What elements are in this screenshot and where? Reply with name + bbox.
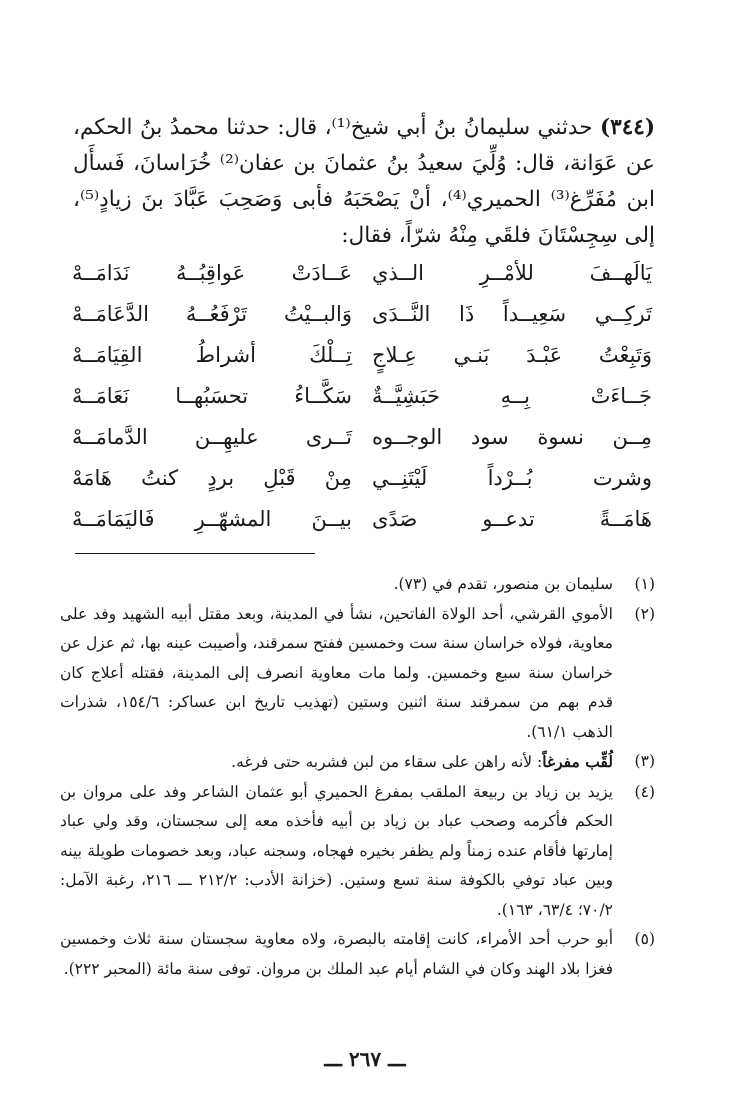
footnote-text bbox=[60, 747, 613, 778]
entry-number: (٣٤٤) bbox=[599, 115, 655, 140]
poem-first-hemistich: هَامَــةً تدعــو صَدًى bbox=[372, 506, 652, 531]
poem-line bbox=[72, 375, 652, 416]
footnote bbox=[60, 925, 655, 984]
footnote-body: يزيد بن زياد بن ربيعة الملقب بمفرغ الحميري أبو عثمان الشاعر وفد على مروان بن الحكم فأكرمه وصحب عباد بن زياد بن أبيه فأخذه معه إلى سجستان، وقد ولي عباد إمارتها فأقام عنده زمناً ولم يظفر بخيره فهجاه، وسجنه عباد، وبعد خصومات طويلة بينه وبين عباد توفي بالكوفة سنة تسع وستين. (خزانة الأدب: ٢١٢/٢ ـــ ٢١٦، رغبة الآمل: ٧٠/٢؛ ٦٣/٤، ١٦٣). bbox=[60, 782, 613, 919]
footnote-number: (٢) bbox=[634, 604, 655, 623]
poem-line bbox=[72, 293, 652, 334]
footnote-number: (٥) bbox=[634, 930, 655, 948]
footnote bbox=[60, 778, 655, 926]
poem-first-hemistich: وشرت بُــرْداً لَيْتَنِــي bbox=[372, 465, 652, 490]
poem-first-hemistich: مِــن نسوة سود الوجــوه bbox=[372, 424, 652, 449]
poem bbox=[72, 252, 652, 539]
footnote-body: أبو حرب أحد الأمراء، كانت إقامته بالبصرة، ولاه معاوية سجستان سنة ثلاث وخمسين فغزا بلاد الهند وكان في الشام أيام عبد الملك بن مروان. توفى سنة مائة (المحبر ٢٢٢). bbox=[60, 930, 613, 978]
poem-line bbox=[72, 498, 652, 539]
footnote bbox=[60, 570, 655, 600]
poem-first-hemistich: تَركِــي سَعِيــداً ذَا النَّــدَى bbox=[372, 301, 652, 326]
poem-second-hemistich: عَــادَتْ عَواقِبُــهُ نَدَامَــهْ bbox=[72, 260, 352, 285]
footnote-bold-term: لُقِّب مفرغاً bbox=[542, 752, 613, 771]
poem-second-hemistich: سَكَّــاءُ تحسَبُهــا نَعَامَــهْ bbox=[72, 383, 352, 408]
poem-line bbox=[72, 334, 652, 375]
poem-line bbox=[72, 416, 652, 457]
footnote-number: (١) bbox=[634, 575, 655, 593]
footnote-text bbox=[60, 570, 613, 600]
narration-text bbox=[73, 110, 655, 254]
poem-second-hemistich: مِنْ قَبْلِ بردٍ كنتُ هَامَهْ bbox=[72, 465, 352, 490]
footnote-divider bbox=[75, 553, 315, 554]
poem-second-hemistich: تِــلْكَ أشراطُ القِيَامَــهْ bbox=[72, 342, 352, 367]
footnotes bbox=[60, 570, 655, 984]
poem-line bbox=[72, 252, 652, 293]
footnote-body: الأموي القرشي، أحد الولاة الفاتحين، نشأ في المدينة، وبعد مقتل أبيه الشهيد وفد على معاوية، فولاه خراسان سنة ست وخمسين ففتح سمرقند، وأصيبت عينه بها، ثم عزل عن خراسان سنة سبع وخمسين. ولما مات معاوية انصرف إلى المدينة، فقتله أعلاج كان قدم بهم من سمرقند سنة اثنين وستين (تهذيب تاريخ ابن عساكر: ١٥٤/٦، شذرات الذهب ٦١/١). bbox=[60, 604, 614, 741]
footnote-number: (٤) bbox=[634, 782, 655, 801]
poem-second-hemistich: بيــنَ المشهّــرِ فَاليَمَامَــهْ bbox=[72, 506, 352, 531]
poem-second-hemistich: وَالبــيْتُ تَرْفَعُــهُ الدَّعَامَــهْ bbox=[72, 301, 352, 326]
footnote-number: (٣) bbox=[634, 752, 655, 770]
narration-body: حدثني سليمانُ بنُ أبي شيخ⁽¹⁾، قال: حدثنا محمدُ بنُ الحكم، عن عَوَانة، قال: وُلِّيَ سعيدُ بنُ عثمانَ بن عفان⁽²⁾ خُرَاسانَ، فَسأَل ابن مُفَرِّغ⁽³⁾ الحميري⁽⁴⁾، أنْ يَصْحَبَهُ فأبى وَصَحِبَ عَبَّادَ بنَ زيادٍ⁽⁵⁾، إلى سِجِسْتَانَ فلقَي مِنْهُ شرّاً، فقال: bbox=[73, 115, 656, 248]
poem-line bbox=[72, 457, 652, 498]
footnote bbox=[60, 600, 655, 748]
poem-first-hemistich: وَتَبِعْتُ عَبْـدَ بَنـي عِـلاجٍ bbox=[372, 342, 652, 367]
poem-second-hemistich: تَــرى عليهِــن الدَّمامَــهْ bbox=[72, 424, 352, 449]
poem-first-hemistich: جَــاءَتْ بِــهِ حَبَشِيَّــةٌ bbox=[372, 383, 652, 408]
poem-first-hemistich: يَالَهــفَ للأمْــرِ الــذي bbox=[372, 260, 652, 285]
page-number: ـــ ٢٦٧ ـــ bbox=[324, 1047, 406, 1071]
footnote-body: سليمان بن منصور، تقدم في (٧٣). bbox=[393, 575, 613, 593]
footnote-text bbox=[60, 925, 613, 984]
footnote-body: : لأنه راهن على سقاء من لبن فشربه حتى فرغه. bbox=[231, 753, 543, 771]
footnote-text bbox=[60, 600, 613, 748]
footnote-text bbox=[60, 778, 613, 926]
narration-paragraph bbox=[73, 110, 655, 254]
footnote bbox=[60, 747, 655, 778]
